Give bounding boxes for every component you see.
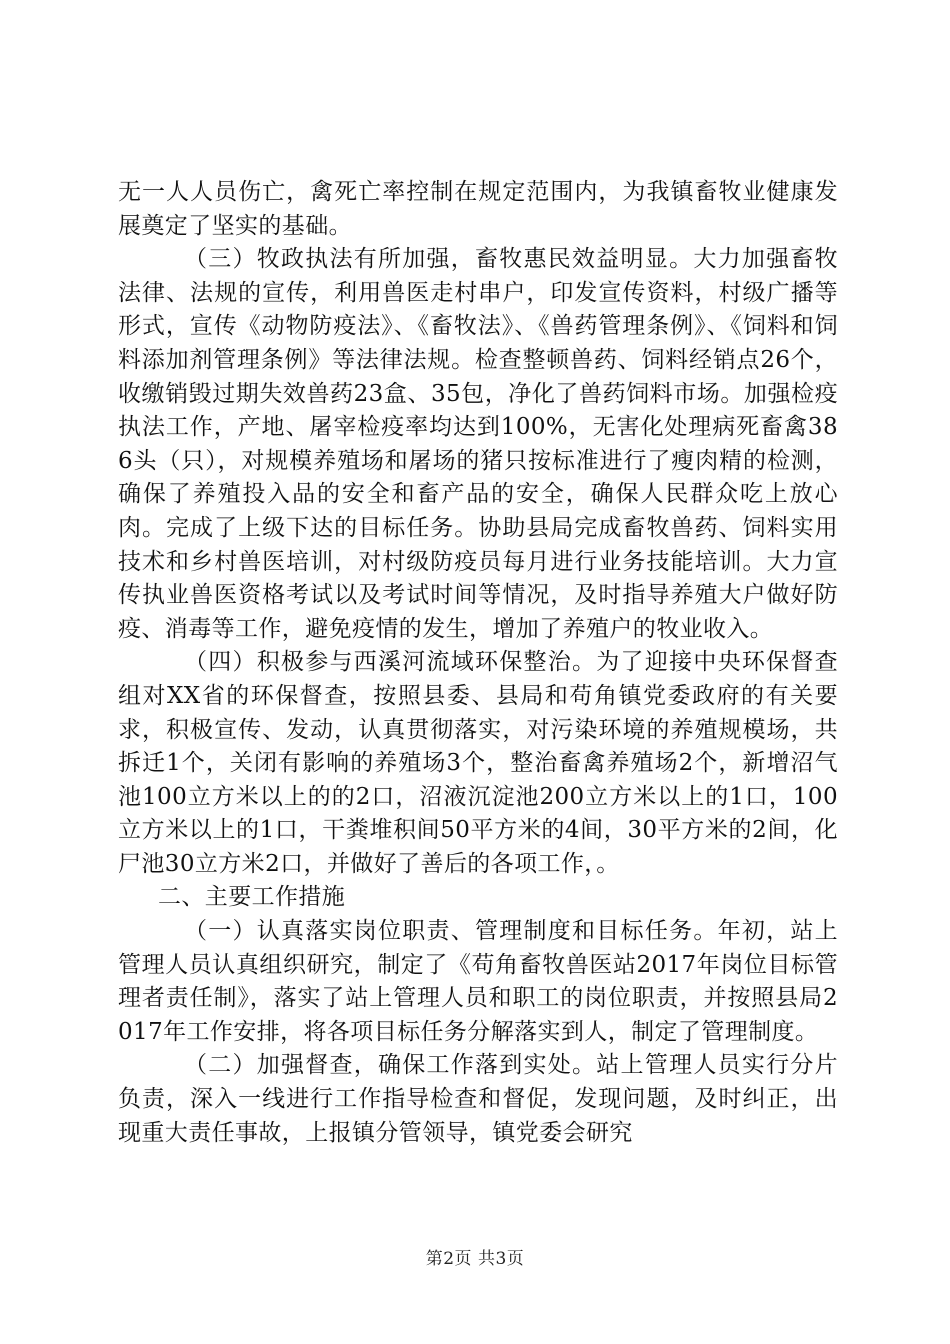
paragraph-continuation: 无一人人员伤亡，禽死亡率控制在规定范围内，为我镇畜牧业健康发展奠定了坚实的基础。 xyxy=(118,179,838,239)
paragraph-section-3: （三）牧政执法有所加强，畜牧惠民效益明显。大力加强畜牧法律、法规的宣传，利用兽医走村串户，印发宣传资料，村级广播等形式，宣传《动物防疫法》、《畜牧法》、《兽药管理条例》、《饲料和饲料添加剂管理条例》等法律法规。检查整顿兽药、饲料经销点26个，收缴销毁过期失效兽药23盒、35包，净化了兽药饲料市场。加强检疫执法工作，产地、屠宰检疫率均达到100%，无害化处理病死畜禽386头（只），对规模养殖场和屠场的猪只按标准进行了瘦肉精的检测，确保了养殖投入品的安全和畜产品的安全，确保人民群众吃上放心肉。完成了上级下达的目标任务。协助县局完成畜牧兽药、饲料实用技术和乡村兽医培训，对村级防疫员每月进行业务技能培训。大力宣传执业兽医资格考试以及考试时间等情况，及时指导养殖大户做好防疫、消毒等工作，避免疫情的发生，增加了养殖户的牧业收入。 xyxy=(118,246,838,642)
paragraph-measure-2: （二）加强督查，确保工作落到实处。站上管理人员实行分片负责，深入一线进行工作指导检查和督促，发现问题，及时纠正，出现重大责任事故，上报镇分管领导，镇党委会研究 xyxy=(118,1052,838,1146)
paragraph-measure-1: （一）认真落实岗位职责、管理制度和目标任务。年初，站上管理人员认真组织研究，制定了《苟角畜牧兽医站2017年岗位目标管理者责任制》，落实了站上管理人员和职工的岗位职责，并按照县局2017年工作安排，将各项目标任务分解落实到人，制定了管理制度。 xyxy=(118,918,838,1045)
paragraph-section-4: （四）积极参与西溪河流域环保整治。为了迎接中央环保督查组对XX省的环保督查，按照县委、县局和苟角镇党委政府的有关要求，积极宣传、发动，认真贯彻落实，对污染环境的养殖规模场，共拆迁1个，关闭有影响的养殖场3个，整治畜禽养殖场2个，新增沼气池100立方米以上的的2口，沼液沉淀池200立方米以上的1口，100立方米以上的1口，干粪堆积间50平方米的4间，30平方米的2间，化尸池30立方米2口，并做好了善后的各项工作，。 xyxy=(118,649,838,877)
document-body xyxy=(118,176,838,1150)
heading-main-measures: 二、主要工作措施 xyxy=(158,884,346,911)
page-number-footer: 第2页 共3页 xyxy=(425,1249,525,1269)
